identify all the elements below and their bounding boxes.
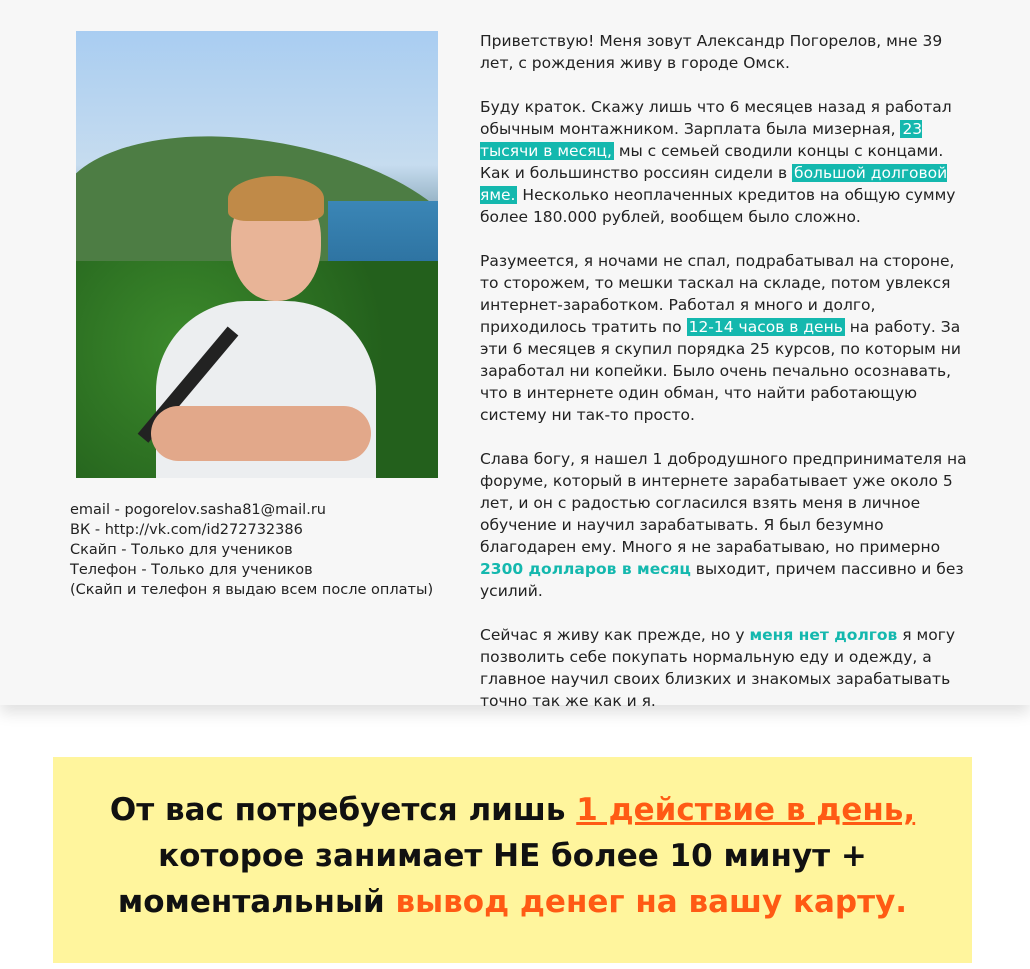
contact-info [70, 500, 433, 600]
cta-highlight: 1 действие в день, [576, 792, 916, 828]
emphasis: меня нет долгов [749, 626, 898, 644]
cta-headline: От вас потребуется лишь 1 действие в день, которое занимает НЕ более 10 минут + моментальный вывод денег на вашу карту. [109, 792, 916, 920]
story-paragraph: Разумеется, я ночами не спал, подрабатывал на стороне, то сторожем, то мешки таскал на складе, потом увлекся интернет-заработком. Работал я много и долго, приходилось тратить по 12-14 часов в день на работу. За эти 6 месяцев я скупил порядка 25 курсов, по которым ни заработал ни копейки. Было очень печально осознавать, что в интернете один обман, что найти работающую систему ни так-то просто. [480, 252, 962, 424]
story-text [480, 30, 975, 734]
highlight: 23 тысячи в месяц, [480, 120, 923, 160]
emphasis: 2300 долларов в месяц [480, 560, 691, 578]
cta-highlight: вывод денег на вашу карту. [395, 884, 908, 920]
highlight: 12-14 часов в день [688, 318, 843, 336]
contact-skype: Скайп - Только для учеников [70, 542, 293, 558]
cta-banner [53, 757, 972, 963]
story-paragraph: Слава богу, я нашел 1 добродушного предпринимателя на форуме, который в интернете зарабатывает уже около 5 лет, и он с радостью согласился взять меня в личное обучение и научил зарабатывать. Я был безумно благодарен ему. Много я не зарабатываю, но примерно 2300 долларов в месяц выходит, причем пассивно и без усилий. [480, 450, 967, 600]
contact-email: email - pogorelov.sasha81@mail.ru [70, 502, 326, 518]
author-photo [76, 31, 438, 478]
contact-note: (Скайп и телефон я выдаю всем после оплаты) [70, 582, 434, 598]
contact-vk: ВК - http://vk.com/id272732386 [70, 522, 303, 538]
story-paragraph: Сейчас я живу как прежде, но у меня нет долгов я могу позволить себе покупать нормальную еду и одежду, а главное научил своих близких и знакомых зарабатывать точно так же как и я. [480, 626, 956, 710]
contact-phone: Телефон - Только для учеников [70, 562, 313, 578]
story-paragraph: Буду краток. Скажу лишь что 6 месяцев назад я работал обычным монтажником. Зарплата была мизерная, 23 тысячи в месяц, мы с семьей сводили концы с концами. Как и большинство россиян сидели в большой долговой яме. Несколько неоплаченных кредитов на общую сумму более 180.000 рублей, вообщем было сложно. [480, 98, 956, 226]
highlight: большой долговой яме. [480, 164, 948, 204]
story-paragraph: Приветствую! Меня зовут Александр Погорелов, мне 39 лет, с рождения живу в городе Омск. [480, 32, 943, 72]
